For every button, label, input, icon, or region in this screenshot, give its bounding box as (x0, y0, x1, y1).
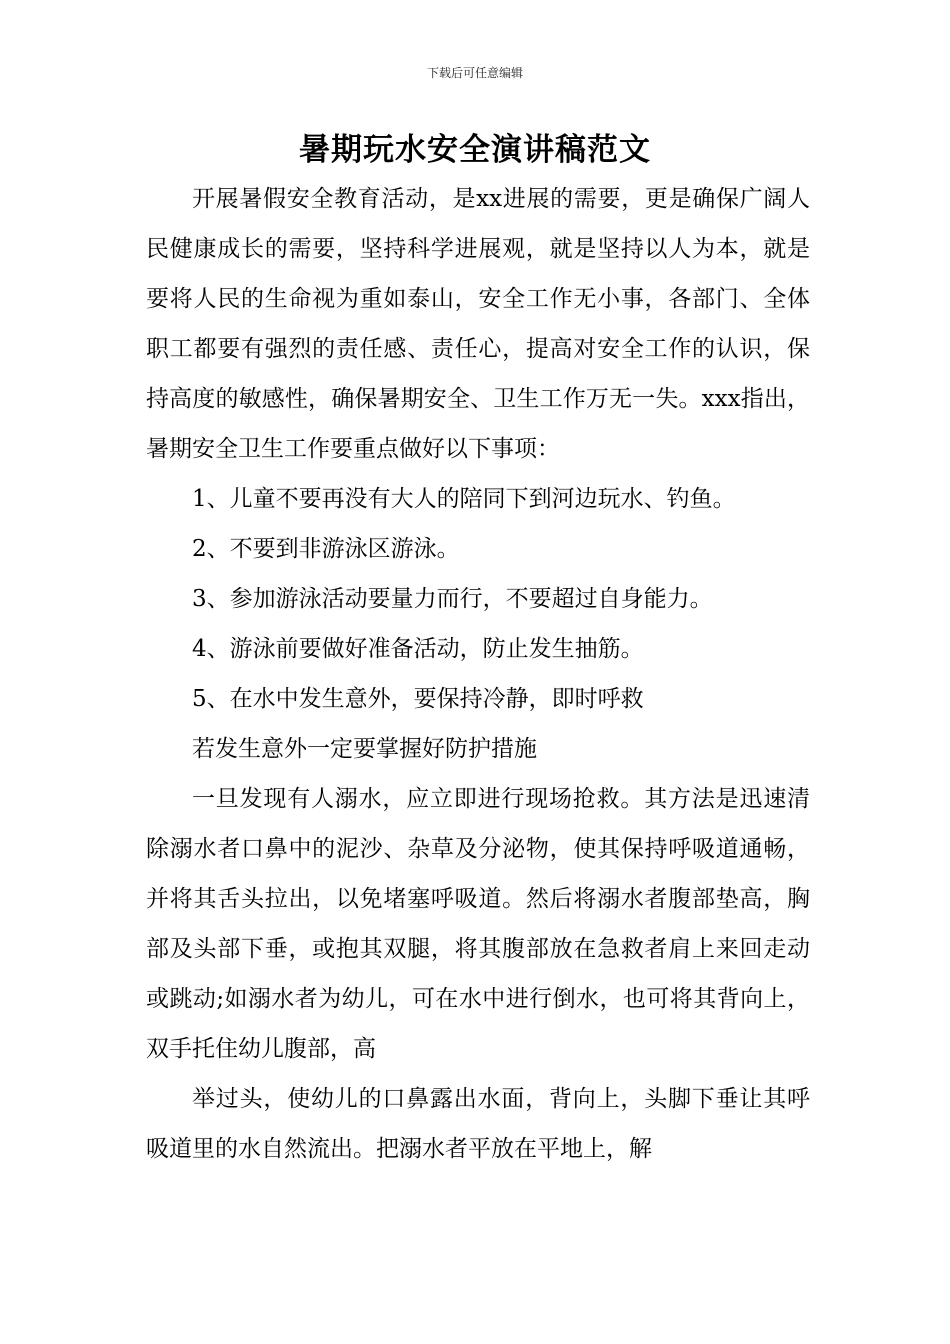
paragraph-measures-heading: 若发生意外一定要掌握好防护措施 (192, 736, 537, 762)
list-item-4: 4、游泳前要做好准备活动，防止发生抽筋。 (192, 636, 644, 662)
paragraph-rescue-continued: 举过头，使幼儿的口鼻露出水面，背向上，头脚下垂让其呼吸道里的水自然流出。把溺水者平放在平地上，解 (146, 1086, 810, 1162)
list-item-3: 3、参加游泳活动要量力而行，不要超过自身能力。 (192, 586, 713, 612)
document-body (146, 174, 810, 1174)
list-item-2: 2、不要到非游泳区游泳。 (192, 536, 460, 562)
document-title: 暑期玩水安全演讲稿范文 (299, 132, 651, 168)
paragraph-intro: 开展暑假安全教育活动，是xx进展的需要，更是确保广阔人民健康成长的需要，坚持科学进展观，就是坚持以人为本，就是要将人民的生命视为重如泰山，安全工作无小事，各部门、全体职工都要有强烈的责任感、责任心，提高对安全工作的认识，保持高度的敏感性，确保暑期安全、卫生工作万无一失。xxx指出，暑期安全卫生工作要重点做好以下事项： (146, 186, 810, 462)
list-item-1: 1、儿童不要再没有大人的陪同下到河边玩水、钓鱼。 (192, 486, 736, 512)
paragraph-rescue-method: 一旦发现有人溺水，应立即进行现场抢救。其方法是迅速清除溺水者口鼻中的泥沙、杂草及分泌物，使其保持呼吸道通畅，并将其舌头拉出，以免堵塞呼吸道。然后将溺水者腹部垫高，胸部及头部下垂，或抱其双腿，将其腹部放在急救者肩上来回走动或跳动;如溺水者为幼儿，可在水中进行倒水，也可将其背向上，双手托住幼儿腹部，高 (146, 786, 810, 1062)
header-note: 下载后可任意编辑 (426, 66, 523, 80)
list-item-5: 5、在水中发生意外，要保持冷静，即时呼救 (192, 686, 644, 712)
